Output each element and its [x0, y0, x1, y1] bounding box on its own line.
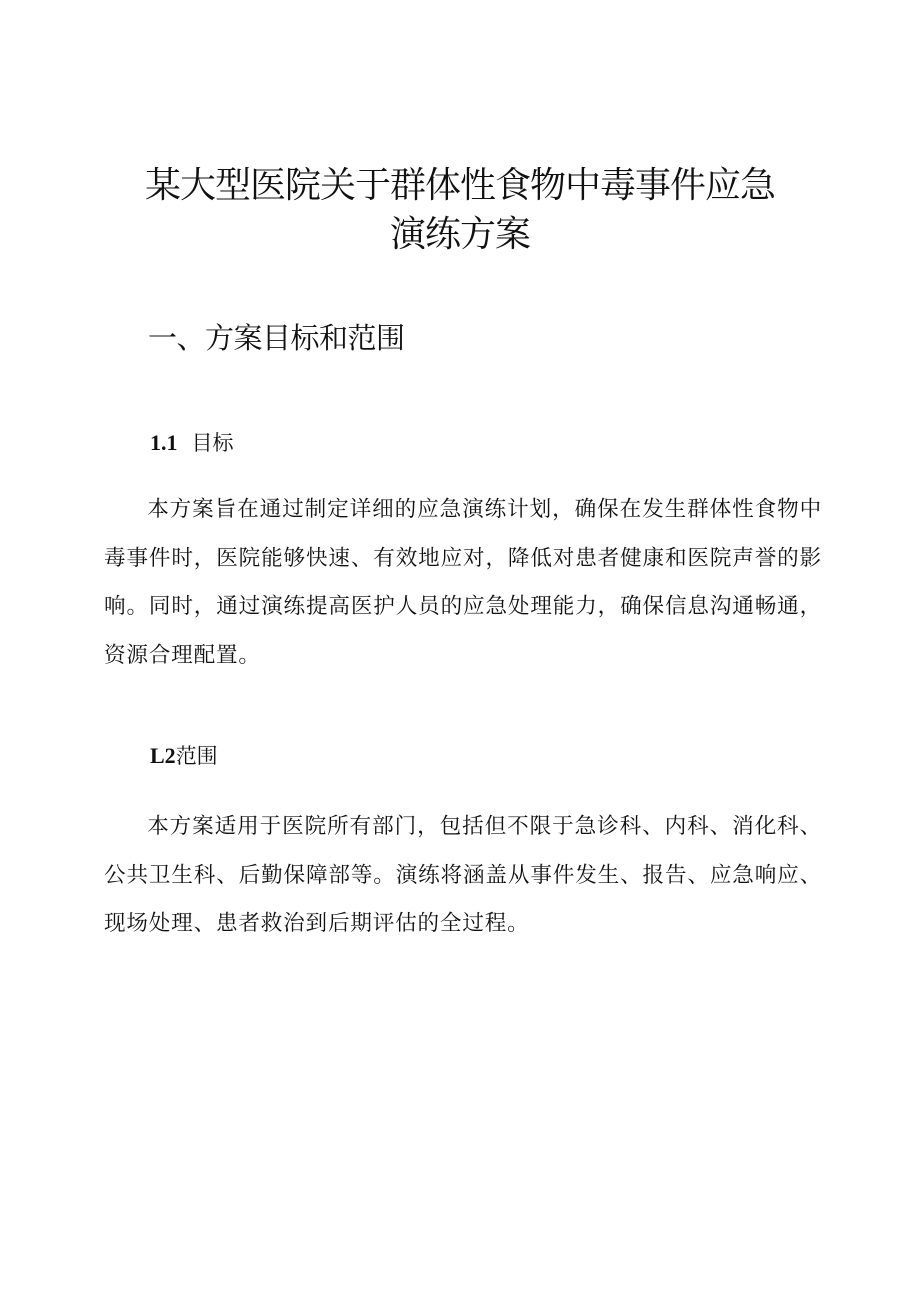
- subsection-heading-1-1: [150, 428, 234, 458]
- subsection-label: 范围: [175, 744, 218, 768]
- subsection-number: 1.1: [150, 430, 178, 455]
- document-title-line-1: 某大型医院关于群体性食物中毒事件应急: [144, 165, 775, 206]
- document-title-line-2: 演练方案: [389, 214, 530, 255]
- subsection-number: L2: [150, 743, 176, 768]
- subsection-label: 目标: [191, 431, 234, 455]
- paragraph-goal: 本方案旨在通过制定详细的应急演练计划，确保在发生群体性食物中毒事件时，医院能够快速、有效地应对，降低对患者健康和医院声誉的影响。同时，通过演练提高医护人员的应急处理能力，确保信息沟通畅通，资源合理配置。: [104, 497, 822, 668]
- paragraph-scope: 本方案适用于医院所有部门，包括但不限于急诊科、内科、消化科、公共卫生科、后勤保障部等。演练将涵盖从事件发生、报告、应急响应、现场处理、患者救治到后期评估的全过程。: [104, 814, 822, 936]
- section-heading-1: 一、方案目标和范围: [148, 321, 405, 355]
- subsection-heading-1-2: [150, 741, 218, 771]
